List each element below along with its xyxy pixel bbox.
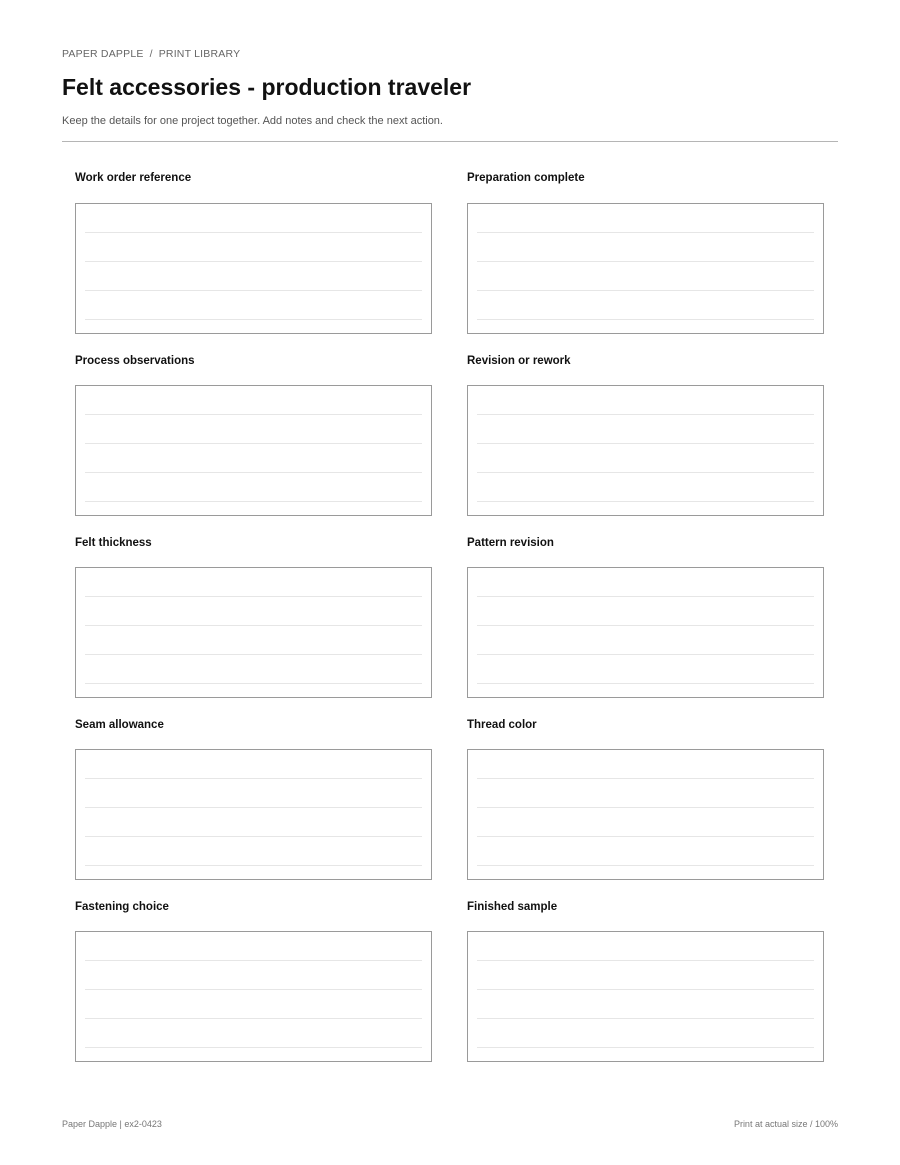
breadcrumb [62, 48, 240, 60]
field-label: Felt thickness [75, 537, 152, 549]
writing-line [85, 989, 422, 990]
writing-line [85, 290, 422, 291]
writing-line [85, 232, 422, 233]
writing-line [85, 319, 422, 320]
writing-box[interactable] [467, 385, 824, 516]
writing-line [477, 414, 814, 415]
writing-box[interactable] [467, 203, 824, 334]
footer-print-note: Print at actual size / 100% [733, 1119, 838, 1129]
writing-box[interactable] [467, 567, 824, 698]
writing-box[interactable] [75, 749, 432, 880]
writing-box[interactable] [75, 385, 432, 516]
writing-line [477, 319, 814, 320]
writing-line [85, 1018, 422, 1019]
writing-line [85, 960, 422, 961]
writing-line [85, 778, 422, 779]
writing-box[interactable] [75, 203, 432, 334]
breadcrumb-brand: PAPER DAPPLE [62, 48, 144, 60]
writing-box[interactable] [75, 931, 432, 1062]
writing-line [477, 865, 814, 866]
writing-line [477, 807, 814, 808]
field-label: Thread color [467, 719, 537, 731]
writing-box[interactable] [467, 931, 824, 1062]
field-label: Finished sample [467, 901, 558, 913]
writing-line [85, 683, 422, 684]
field-label: Process observations [75, 355, 195, 367]
writing-line [85, 596, 422, 597]
page-subtitle: Keep the details for one project together. Add notes and check the next action. [62, 115, 443, 127]
writing-line [85, 625, 422, 626]
writing-line [477, 232, 814, 233]
writing-line [477, 472, 814, 473]
header-divider [62, 141, 838, 142]
field-label: Revision or rework [467, 355, 571, 367]
writing-line [477, 596, 814, 597]
writing-line [85, 414, 422, 415]
writing-line [477, 778, 814, 779]
field-label: Seam allowance [75, 719, 164, 731]
writing-line [85, 501, 422, 502]
field-label: Work order reference [75, 172, 192, 184]
writing-line [477, 683, 814, 684]
writing-box[interactable] [75, 567, 432, 698]
writing-line [477, 290, 814, 291]
writing-line [477, 960, 814, 961]
writing-line [85, 865, 422, 866]
writing-line [477, 1047, 814, 1048]
writing-box[interactable] [467, 749, 824, 880]
breadcrumb-section: PRINT LIBRARY [158, 48, 241, 60]
writing-line [85, 1047, 422, 1048]
writing-line [85, 261, 422, 262]
writing-line [85, 654, 422, 655]
field-label: Preparation complete [467, 172, 585, 184]
page-title: Felt accessories - production traveler [62, 74, 472, 100]
writing-line [477, 1018, 814, 1019]
breadcrumb-separator: / [149, 48, 153, 60]
writing-line [477, 836, 814, 837]
writing-line [477, 443, 814, 444]
writing-line [85, 443, 422, 444]
writing-line [85, 472, 422, 473]
writing-line [477, 989, 814, 990]
writing-line [477, 654, 814, 655]
field-label: Pattern revision [467, 537, 554, 549]
writing-line [477, 625, 814, 626]
footer-document-id: Paper Dapple | ex2-0423 [62, 1119, 162, 1129]
field-label: Fastening choice [75, 901, 169, 913]
writing-line [477, 501, 814, 502]
writing-line [85, 807, 422, 808]
writing-line [477, 261, 814, 262]
writing-line [85, 836, 422, 837]
